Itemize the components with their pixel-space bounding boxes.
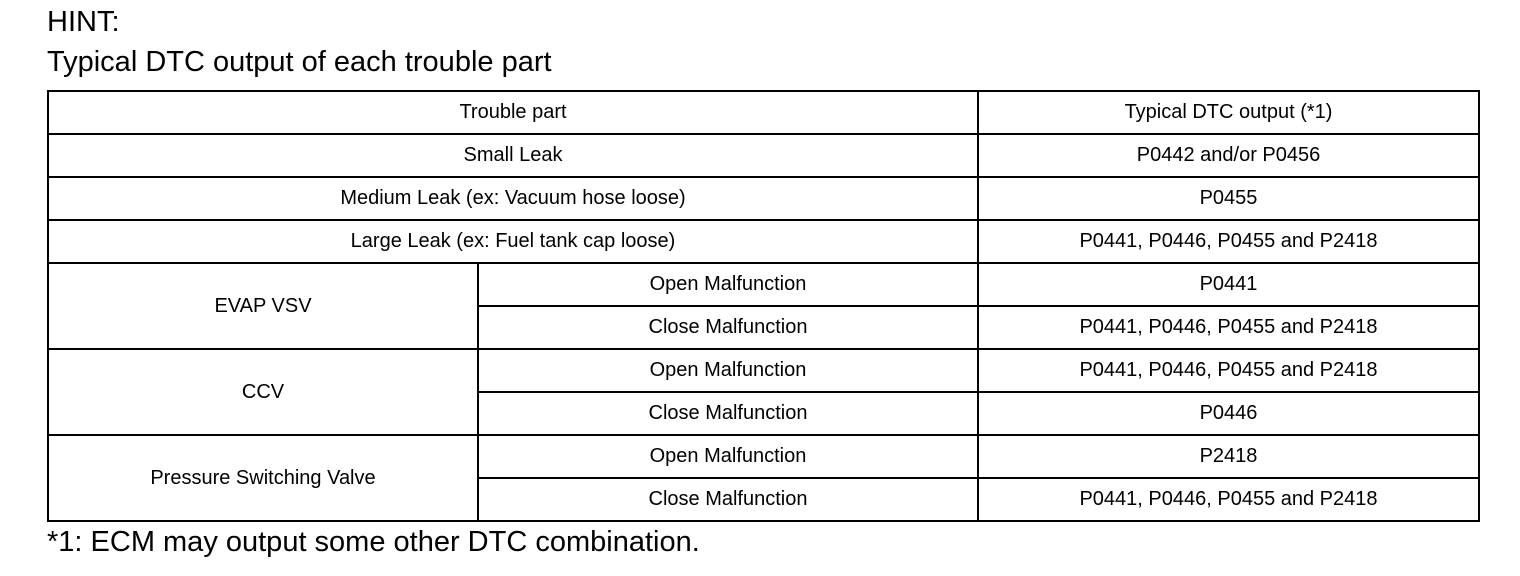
table-header-row (48, 91, 1479, 134)
table-row (48, 134, 1479, 177)
header-trouble-part: Trouble part (48, 91, 978, 134)
document-title: Typical DTC output of each trouble part (47, 46, 552, 78)
malfunction-mode-cell: Open Malfunction (478, 349, 978, 392)
dtc-output-cell: P0441, P0446, P0455 and P2418 (978, 349, 1479, 392)
trouble-part-cell: Small Leak (48, 134, 978, 177)
malfunction-mode-cell: Close Malfunction (478, 306, 978, 349)
header-typical-dtc-output: Typical DTC output (*1) (978, 91, 1479, 134)
dtc-output-cell: P0441, P0446, P0455 and P2418 (978, 306, 1479, 349)
trouble-part-group-cell: EVAP VSV (48, 263, 478, 349)
dtc-output-cell: P0455 (978, 177, 1479, 220)
malfunction-mode-cell: Open Malfunction (478, 435, 978, 478)
dtc-output-cell: P0446 (978, 392, 1479, 435)
malfunction-mode-cell: Close Malfunction (478, 392, 978, 435)
table-row (48, 177, 1479, 220)
trouble-part-cell: Large Leak (ex: Fuel tank cap loose) (48, 220, 978, 263)
table-row (48, 220, 1479, 263)
hint-label: HINT: (47, 6, 120, 38)
table-row (48, 349, 1479, 392)
trouble-part-cell: Medium Leak (ex: Vacuum hose loose) (48, 177, 978, 220)
trouble-part-group-cell: CCV (48, 349, 478, 435)
dtc-output-cell: P0441, P0446, P0455 and P2418 (978, 478, 1479, 521)
dtc-output-cell: P2418 (978, 435, 1479, 478)
malfunction-mode-cell: Open Malfunction (478, 263, 978, 306)
table-row (48, 435, 1479, 478)
dtc-output-cell: P0442 and/or P0456 (978, 134, 1479, 177)
malfunction-mode-cell: Close Malfunction (478, 478, 978, 521)
dtc-table (47, 90, 1480, 522)
footnote: *1: ECM may output some other DTC combination. (47, 526, 700, 558)
table-row (48, 263, 1479, 306)
dtc-output-cell: P0441, P0446, P0455 and P2418 (978, 220, 1479, 263)
trouble-part-group-cell: Pressure Switching Valve (48, 435, 478, 521)
dtc-output-cell: P0441 (978, 263, 1479, 306)
